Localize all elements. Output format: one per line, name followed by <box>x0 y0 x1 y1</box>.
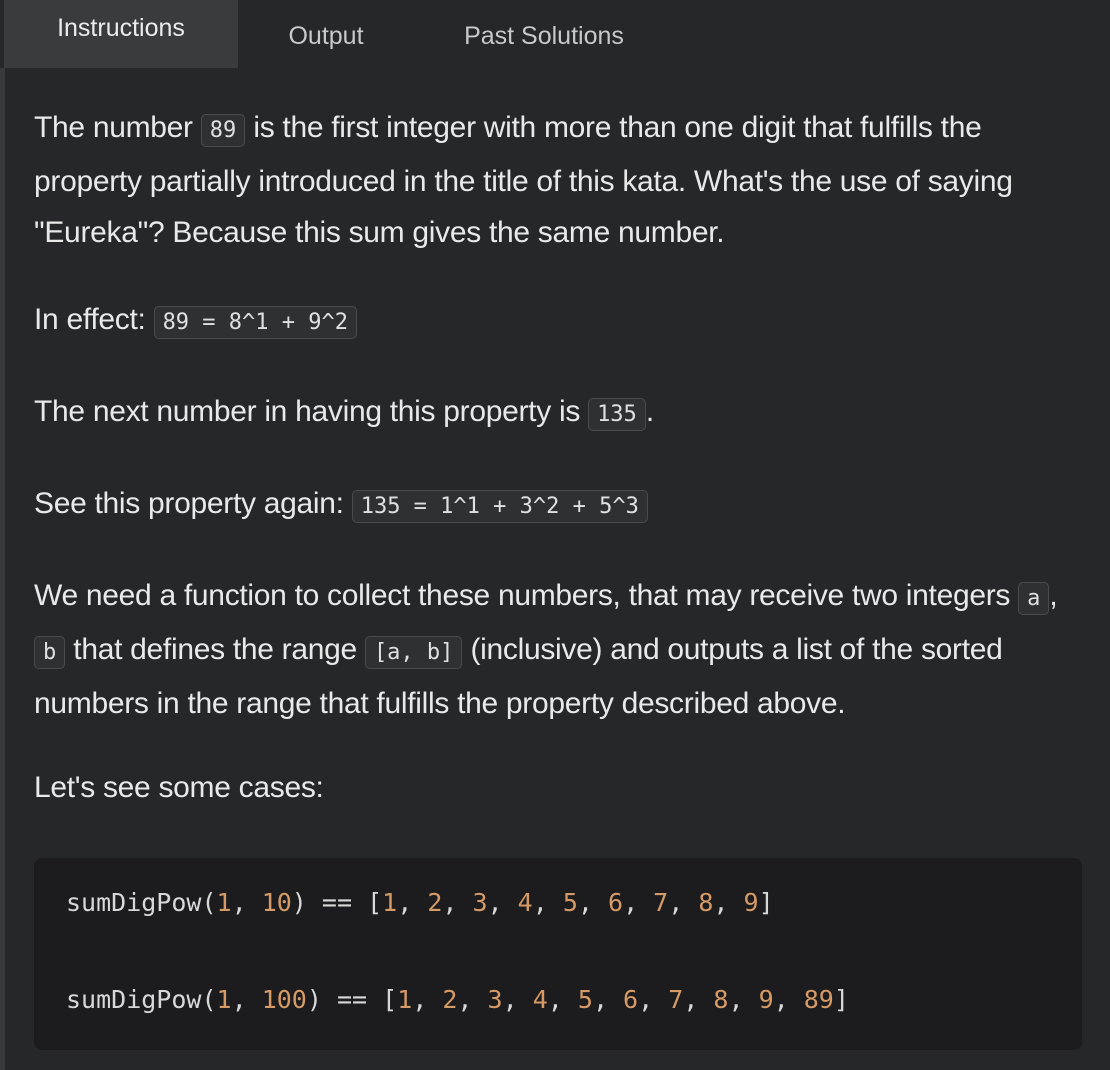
code-punct: ) <box>291 888 307 917</box>
code-operator: == <box>321 985 383 1014</box>
tab-output[interactable]: Output <box>288 21 364 50</box>
code-punct: , <box>668 888 699 917</box>
text: that defines the range <box>65 633 365 666</box>
code-function: sumDigPow( <box>66 985 217 1014</box>
code-number: 5 <box>562 888 578 917</box>
inline-code: a <box>1018 582 1049 615</box>
paragraph-cases <box>34 762 324 813</box>
code-number: 4 <box>532 985 548 1014</box>
code-number: 8 <box>713 985 729 1014</box>
code-punct: , <box>713 888 744 917</box>
code-punct: , <box>397 888 428 917</box>
inline-code: b <box>34 636 65 669</box>
code-number: 1 <box>397 985 413 1014</box>
left-accent-bar <box>0 68 5 1070</box>
tab-past-solutions[interactable]: Past Solutions <box>464 21 624 50</box>
code-result <box>382 888 758 917</box>
code-number: 9 <box>758 985 774 1014</box>
text: The next number in having this property is <box>34 395 589 428</box>
code-example-block <box>34 858 1082 1050</box>
code-number: 1 <box>216 888 232 917</box>
code-number: 10 <box>261 888 292 917</box>
code-number: 7 <box>668 985 684 1014</box>
code-number: 100 <box>261 985 307 1014</box>
paragraph-in-effect <box>34 294 357 348</box>
text: In effect: <box>34 303 154 336</box>
code-punct: , <box>623 888 654 917</box>
tab-instructions[interactable]: Instructions <box>4 0 238 68</box>
paragraph-next-number <box>34 386 654 440</box>
text: , <box>1049 579 1058 612</box>
code-punct: ) <box>306 985 322 1014</box>
code-punct: , <box>638 985 669 1014</box>
code-punct: [ <box>367 888 383 917</box>
code-punct: , <box>728 985 759 1014</box>
inline-code: 135 <box>588 398 646 431</box>
code-line <box>66 985 849 1014</box>
code-punct: , <box>577 888 608 917</box>
code-line <box>66 888 774 917</box>
code-punct: , <box>547 985 578 1014</box>
text: We need a function to collect these numbers, that may receive two integers <box>34 579 1019 612</box>
code-number: 8 <box>698 888 714 917</box>
paragraph-see-again <box>34 478 648 532</box>
code-punct: , <box>457 985 488 1014</box>
code-number: 6 <box>608 888 624 917</box>
code-punct: , <box>487 888 518 917</box>
code-punct: , <box>502 985 533 1014</box>
text: . <box>645 395 654 428</box>
code-punct: , <box>773 985 804 1014</box>
text: is the first integer with more than one digit that fulfills the property partially introduced in the title of this kata. What's the use of saying "Eureka"? Because this sum gives the same number. <box>34 111 1013 249</box>
code-punct: ] <box>833 985 849 1014</box>
code-number: 3 <box>472 888 488 917</box>
inline-code: [a, b] <box>365 636 462 669</box>
paragraph-intro <box>34 102 1094 258</box>
code-punct: , <box>231 888 262 917</box>
paragraph-function-spec <box>34 570 1094 729</box>
code-operator: == <box>306 888 368 917</box>
code-punct: , <box>412 985 443 1014</box>
text: Let's see some cases: <box>34 771 324 804</box>
code-number: 2 <box>427 888 443 917</box>
code-number: 3 <box>487 985 503 1014</box>
code-punct: [ <box>382 985 398 1014</box>
inline-code: 89 = 8^1 + 9^2 <box>154 306 357 339</box>
code-punct: ] <box>758 888 774 917</box>
code-number: 4 <box>517 888 533 917</box>
code-number: 2 <box>442 985 458 1014</box>
code-punct: , <box>683 985 714 1014</box>
inline-code: 89 <box>201 114 246 147</box>
code-punct: , <box>442 888 473 917</box>
text: The number <box>34 111 201 144</box>
code-number: 1 <box>382 888 398 917</box>
code-punct: , <box>532 888 563 917</box>
code-number: 9 <box>743 888 759 917</box>
code-function: sumDigPow( <box>66 888 217 917</box>
tab-bar <box>0 0 1110 68</box>
code-punct: , <box>592 985 624 1014</box>
code-result <box>397 985 834 1014</box>
text: See this property again: <box>34 487 352 520</box>
code-number: 89 <box>803 985 834 1014</box>
code-punct: , <box>231 985 262 1014</box>
code-number: 6 <box>623 985 639 1014</box>
text: (inclusive) and outputs a list of the sorted numbers in the range that fulfills the property described above. <box>34 633 1003 720</box>
code-number: 7 <box>653 888 669 917</box>
inline-code: 135 = 1^1 + 3^2 + 5^3 <box>352 490 648 523</box>
code-number: 5 <box>577 985 593 1014</box>
code-number: 1 <box>216 985 232 1014</box>
